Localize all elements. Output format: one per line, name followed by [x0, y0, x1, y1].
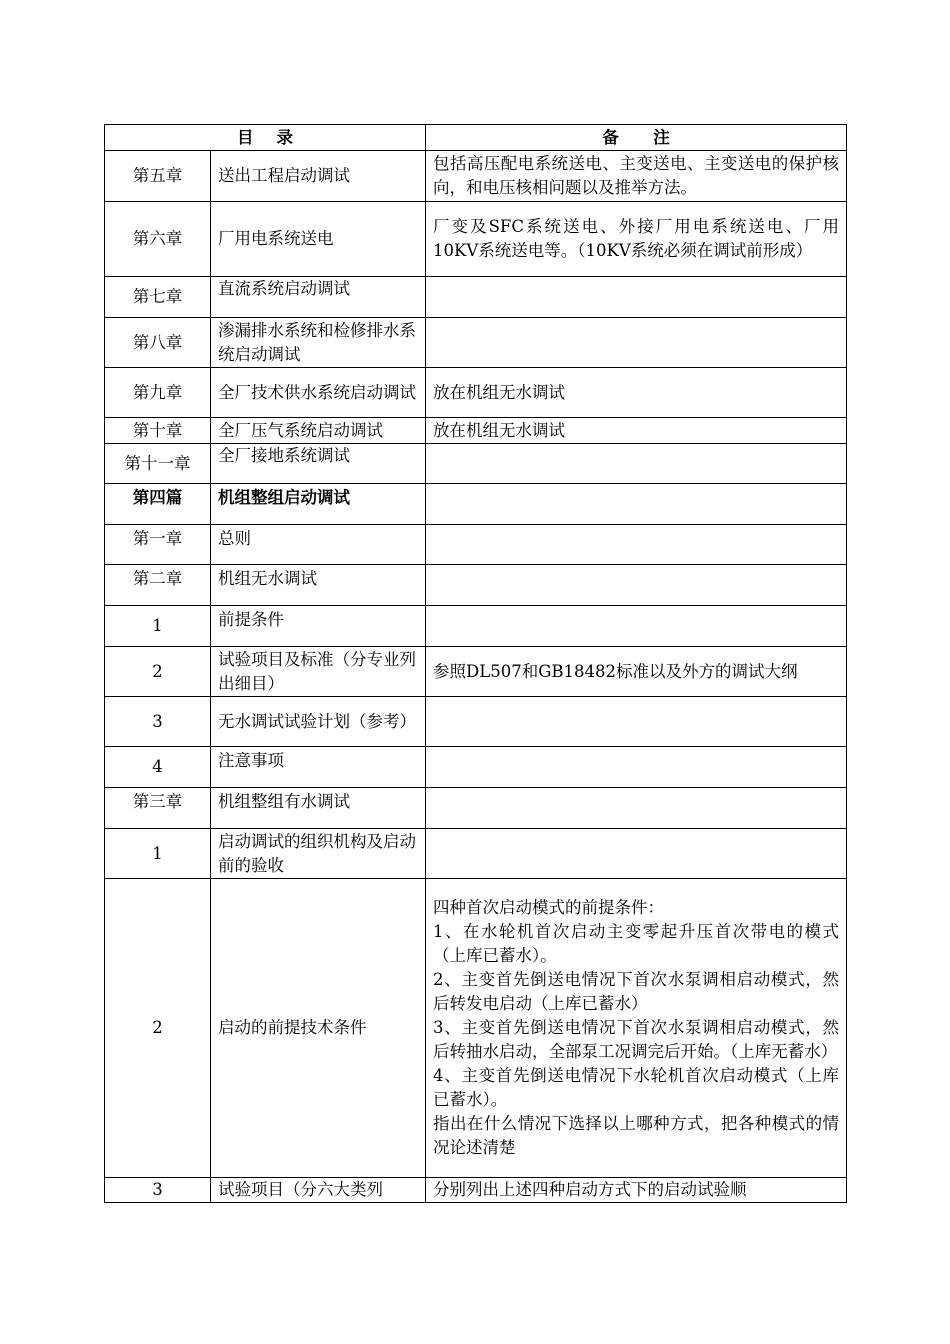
row-note: [426, 444, 847, 484]
row-note: [426, 788, 847, 829]
table-row: [105, 151, 847, 202]
row-num: 1: [105, 829, 211, 879]
row-num: 第十章: [105, 418, 211, 444]
row-title: 启动的前提技术条件: [211, 879, 426, 1178]
table-row: [105, 318, 847, 368]
row-note: [426, 277, 847, 318]
note-line: 2、主变首先倒送电情况下首次水泵调相启动模式，然后转发电启动（上库已蓄水）: [433, 970, 840, 1013]
row-title: 全厂技术供水系统启动调试: [211, 368, 426, 418]
row-num: 第六章: [105, 202, 211, 277]
row-num: 第一章: [105, 525, 211, 565]
row-num: 第五章: [105, 151, 211, 202]
row-title: 直流系统启动调试: [211, 277, 426, 318]
table-row: [105, 444, 847, 484]
row-note: 包括高压配电系统送电、主变送电、主变送电的保护核向，和电压核相问题以及推举方法。: [426, 151, 847, 202]
table-row: [105, 697, 847, 747]
table-row: [105, 606, 847, 647]
row-note: 放在机组无水调试: [426, 418, 847, 444]
row-note-multiline: [426, 879, 847, 1178]
section-title: 机组整组启动调试: [211, 484, 426, 525]
row-title: 厂用电系统送电: [211, 202, 426, 277]
row-note: 参照DL507和GB18482标准以及外方的调试大纲: [426, 647, 847, 697]
table-row: [105, 647, 847, 697]
row-note: 分别列出上述四种启动方式下的启动试验顺: [426, 1178, 847, 1203]
header-note: 备 注: [426, 125, 847, 151]
row-note: [426, 747, 847, 788]
table-row: [105, 747, 847, 788]
row-note: [426, 318, 847, 368]
row-num: 第十一章: [105, 444, 211, 484]
row-note: [426, 697, 847, 747]
row-title: 前提条件: [211, 606, 426, 647]
row-num: 第三章: [105, 788, 211, 829]
row-title: 无水调试试验计划（参考）: [211, 697, 426, 747]
table-row: [105, 829, 847, 879]
row-note: [426, 484, 847, 525]
row-title: 试验项目及标准（分专业列出细目）: [211, 647, 426, 697]
row-num: 3: [105, 1178, 211, 1203]
note-line: 四种首次启动模式的前提条件：: [433, 898, 665, 917]
toc-table: [104, 124, 847, 1203]
row-note: 放在机组无水调试: [426, 368, 847, 418]
section-row: [105, 484, 847, 525]
row-title: 全厂接地系统调试: [211, 444, 426, 484]
section-num: 第四篇: [105, 484, 211, 525]
row-num: 1: [105, 606, 211, 647]
table-header-row: [105, 125, 847, 151]
note-line: 4、主变首先倒送电情况下水轮机首次启动模式（上库已蓄水）。: [433, 1066, 840, 1109]
row-title: 渗漏排水系统和检修排水系统启动调试: [211, 318, 426, 368]
row-title: 启动调试的组织机构及启动前的验收: [211, 829, 426, 879]
row-note: [426, 829, 847, 879]
row-num: 2: [105, 647, 211, 697]
row-title: 机组无水调试: [211, 565, 426, 606]
row-note: [426, 565, 847, 606]
table-row: [105, 565, 847, 606]
row-num: 第八章: [105, 318, 211, 368]
note-line: 3、主变首先倒送电情况下首次水泵调相启动模式，然后转抽水启动，全部泵工况调完后开始。（上库无蓄水）: [433, 1018, 840, 1061]
table-row: [105, 202, 847, 277]
note-line: 指出在什么情况下选择以上哪种方式，把各种模式的情况论述清楚: [433, 1114, 840, 1157]
row-note: 厂变及SFC系统送电、外接厂用电系统送电、厂用10KV系统送电等。（10KV系统必须在调试前形成）: [426, 202, 847, 277]
row-title: 注意事项: [211, 747, 426, 788]
row-num: 第九章: [105, 368, 211, 418]
row-title: 送出工程启动调试: [211, 151, 426, 202]
table-row: [105, 368, 847, 418]
table-row: [105, 277, 847, 318]
row-title: 全厂压气系统启动调试: [211, 418, 426, 444]
row-num: 2: [105, 879, 211, 1178]
row-num: 第二章: [105, 565, 211, 606]
row-num: 第七章: [105, 277, 211, 318]
row-title: 总则: [211, 525, 426, 565]
row-title: 试验项目（分六大类列: [211, 1178, 426, 1203]
row-num: 4: [105, 747, 211, 788]
table-row: [105, 879, 847, 1178]
row-num: 3: [105, 697, 211, 747]
table-row: [105, 788, 847, 829]
note-line: 1、在水轮机首次启动主变零起升压首次带电的模式（上库已蓄水）。: [433, 922, 840, 965]
row-note: [426, 606, 847, 647]
row-note: [426, 525, 847, 565]
table-row: [105, 525, 847, 565]
header-toc: 目 录: [105, 125, 426, 151]
table-row: [105, 418, 847, 444]
row-title: 机组整组有水调试: [211, 788, 426, 829]
table-row: [105, 1178, 847, 1203]
